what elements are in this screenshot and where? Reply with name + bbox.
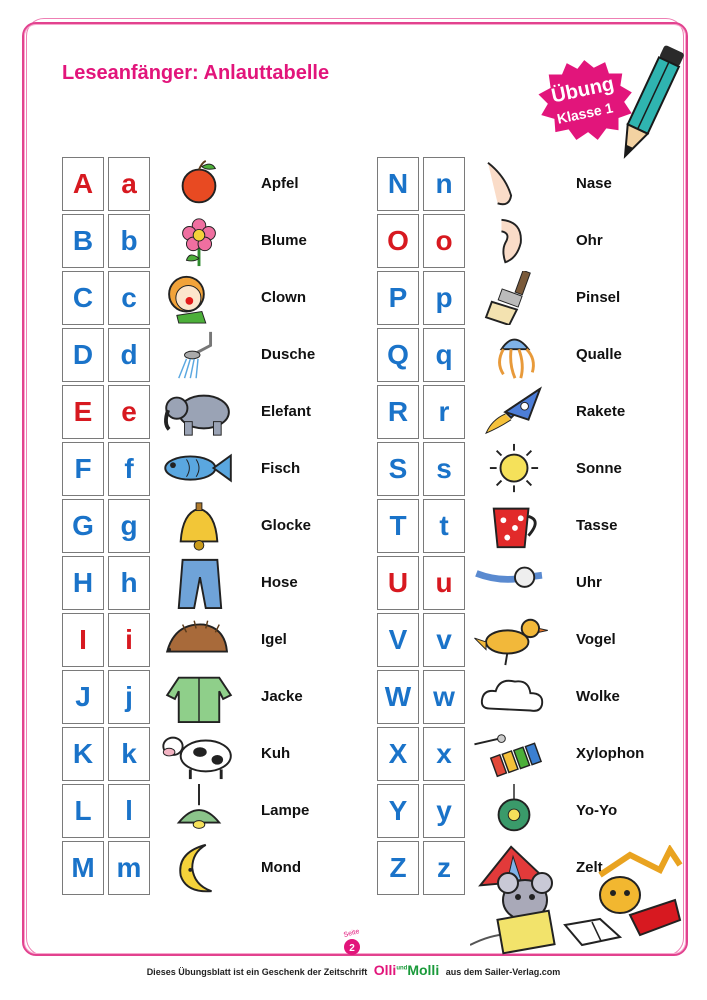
letter-row-w [377, 670, 677, 727]
letter-row-c [62, 271, 362, 328]
word-label: Vogel [576, 631, 616, 648]
letter-row-d [62, 328, 362, 385]
uppercase-letter: V [377, 613, 419, 667]
uppercase-letter: Q [377, 328, 419, 382]
uppercase-letter: K [62, 727, 104, 781]
apple-icon [156, 157, 242, 211]
xylophone-icon [471, 727, 557, 781]
uppercase-letter: Y [377, 784, 419, 838]
ear-icon [471, 214, 557, 268]
letter-row-r [377, 385, 677, 442]
word-label: Apfel [261, 175, 299, 192]
letter-row-a [62, 157, 362, 214]
lowercase-letter: j [108, 670, 150, 724]
word-label: Elefant [261, 403, 312, 420]
lowercase-letter: v [423, 613, 465, 667]
footer [0, 962, 707, 978]
uppercase-letter: H [62, 556, 104, 610]
word-label: Lampe [261, 802, 310, 819]
bell-icon [156, 499, 242, 553]
uppercase-letter: E [62, 385, 104, 439]
badge-line2: Klasse 1 [555, 99, 615, 127]
letter-row-p [377, 271, 677, 328]
word-label: Yo-Yo [576, 802, 618, 819]
lowercase-letter: a [108, 157, 150, 211]
lowercase-letter: p [423, 271, 465, 325]
uppercase-letter: Z [377, 841, 419, 895]
word-label: Jacke [261, 688, 303, 705]
uppercase-letter: U [377, 556, 419, 610]
shower-icon [156, 328, 242, 382]
fish-icon [156, 442, 242, 496]
uppercase-letter: X [377, 727, 419, 781]
uppercase-letter: B [62, 214, 104, 268]
uppercase-letter: P [377, 271, 419, 325]
page-label: Seite [342, 928, 361, 939]
letter-row-k [62, 727, 362, 784]
letter-row-l [62, 784, 362, 841]
letter-row-n [377, 157, 677, 214]
letter-row-s [377, 442, 677, 499]
lowercase-letter: s [423, 442, 465, 496]
page-number-badge [340, 928, 364, 958]
lowercase-letter: h [108, 556, 150, 610]
word-label: Uhr [576, 574, 602, 591]
lowercase-letter: w [423, 670, 465, 724]
sun-icon [471, 442, 557, 496]
uppercase-letter: N [377, 157, 419, 211]
letter-row-g [62, 499, 362, 556]
uppercase-letter: S [377, 442, 419, 496]
word-label: Hose [261, 574, 298, 591]
word-label: Fisch [261, 460, 301, 477]
lowercase-letter: b [108, 214, 150, 268]
lowercase-letter: x [423, 727, 465, 781]
uppercase-letter: L [62, 784, 104, 838]
rocket-icon [471, 385, 557, 439]
uppercase-letter: O [377, 214, 419, 268]
elephant-icon [156, 385, 242, 439]
word-label: Wolke [576, 688, 620, 705]
lowercase-letter: n [423, 157, 465, 211]
letter-row-t [377, 499, 677, 556]
letter-row-y [377, 784, 677, 841]
word-label: Ohr [576, 232, 603, 249]
word-label: Blume [261, 232, 307, 249]
word-label: Pinsel [576, 289, 621, 306]
page-title: Leseanfänger: Anlauttabelle [62, 62, 330, 84]
word-label: Sonne [576, 460, 622, 477]
lowercase-letter: o [423, 214, 465, 268]
mouse-and-cat-reading-illustration [470, 845, 690, 955]
bird-icon [471, 613, 557, 667]
uppercase-letter: T [377, 499, 419, 553]
word-label: Glocke [261, 517, 312, 534]
word-label: Igel [261, 631, 287, 648]
cup-icon [471, 499, 557, 553]
olli-molli-logo: Olli$^{und}$Molli [373, 962, 440, 978]
lowercase-letter: y [423, 784, 465, 838]
badge-line1: Übung [549, 72, 617, 108]
cow-icon [156, 727, 242, 781]
flower-icon [156, 214, 242, 268]
word-label: Mond [261, 859, 301, 876]
lowercase-letter: g [108, 499, 150, 553]
letter-row-o [377, 214, 677, 271]
letter-row-h [62, 556, 362, 613]
yoyo-icon [471, 784, 557, 838]
clown-icon [156, 271, 242, 325]
page-number: 2 [349, 943, 355, 954]
lowercase-letter: c [108, 271, 150, 325]
word-label: Nase [576, 175, 612, 192]
hedgehog-icon [156, 613, 242, 667]
uppercase-letter: M [62, 841, 104, 895]
letter-row-m [62, 841, 362, 898]
lowercase-letter: r [423, 385, 465, 439]
word-label: Dusche [261, 346, 316, 363]
uppercase-letter: F [62, 442, 104, 496]
lowercase-letter: m [108, 841, 150, 895]
word-label: Kuh [261, 745, 291, 762]
word-label: Rakete [576, 403, 626, 420]
lowercase-letter: d [108, 328, 150, 382]
footer-text-before: Dieses Übungsblatt ist ein Geschenk der Zeitschrift [146, 967, 368, 977]
letter-row-i [62, 613, 362, 670]
lowercase-letter: z [423, 841, 465, 895]
moon-icon [156, 841, 242, 895]
jacket-icon [156, 670, 242, 724]
uppercase-letter: C [62, 271, 104, 325]
word-label: Qualle [576, 346, 622, 363]
footer-text-after: aus dem Sailer-Verlag.com [445, 967, 561, 977]
uppercase-letter: D [62, 328, 104, 382]
pencil-icon [610, 40, 690, 170]
uppercase-letter: R [377, 385, 419, 439]
lowercase-letter: k [108, 727, 150, 781]
letter-row-x [377, 727, 677, 784]
lowercase-letter: e [108, 385, 150, 439]
trousers-icon [156, 556, 242, 610]
uppercase-letter: A [62, 157, 104, 211]
letter-row-e [62, 385, 362, 442]
brush-icon [471, 271, 557, 325]
uppercase-letter: I [62, 613, 104, 667]
letter-row-j [62, 670, 362, 727]
letter-row-v [377, 613, 677, 670]
word-label: Clown [261, 289, 306, 306]
lowercase-letter: l [108, 784, 150, 838]
nose-icon [471, 157, 557, 211]
lowercase-letter: q [423, 328, 465, 382]
word-label: Zelt [576, 859, 603, 876]
word-label: Tasse [576, 517, 618, 534]
watch-icon [471, 556, 557, 610]
lamp-icon [156, 784, 242, 838]
letter-row-u [377, 556, 677, 613]
word-label: Xylophon [576, 745, 645, 762]
uppercase-letter: G [62, 499, 104, 553]
lowercase-letter: f [108, 442, 150, 496]
lowercase-letter: i [108, 613, 150, 667]
letter-row-f [62, 442, 362, 499]
uppercase-letter: W [377, 670, 419, 724]
letter-row-b [62, 214, 362, 271]
lowercase-letter: t [423, 499, 465, 553]
uppercase-letter: J [62, 670, 104, 724]
lowercase-letter: u [423, 556, 465, 610]
jellyfish-icon [471, 328, 557, 382]
letter-row-q [377, 328, 677, 385]
cloud-icon [471, 670, 557, 724]
